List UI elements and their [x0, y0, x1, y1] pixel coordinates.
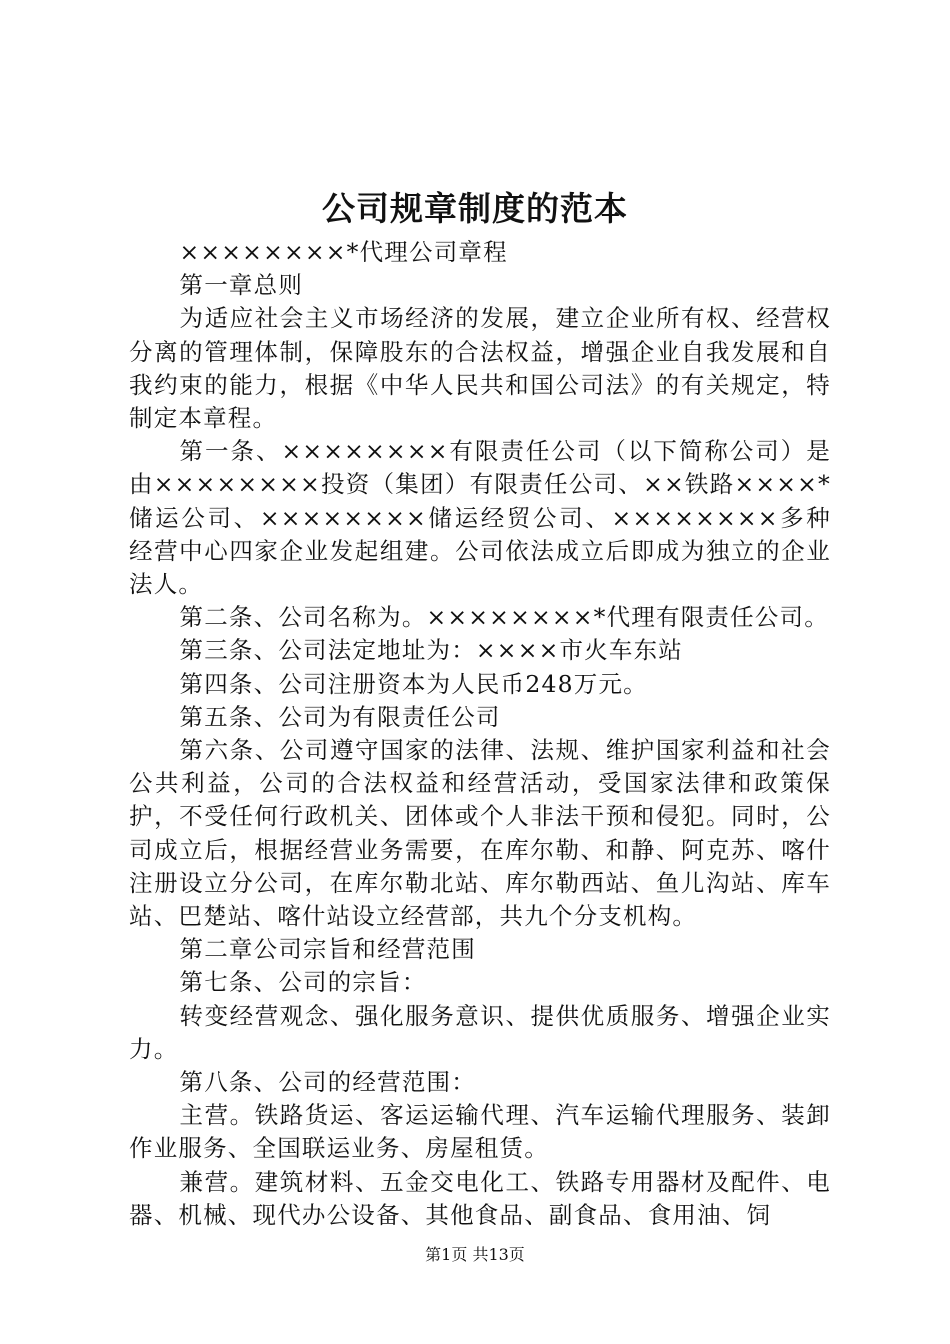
paragraph-company-charter: ××××××××*代理公司章程 [179, 238, 508, 266]
page-footer: 第1页 共13页 [425, 1245, 525, 1264]
paragraph-main-business: 主营。铁路货运、客运运输代理、汽车运输代理服务、装卸作业服务、全国联运业务、房屋租赁。 [129, 1101, 831, 1163]
paragraph-chapter-1: 第一章总则 [179, 271, 304, 300]
paragraph-tenet: 转变经营观念、强化服务意识、提供优质服务、增强企业实力。 [129, 1001, 831, 1063]
paragraph-article-3: 第三条、公司法定地址为：××××市火车东站 [179, 636, 683, 665]
paragraph-side-business: 兼营。建筑材料、五金交电化工、铁路专用器材及配件、电器、机械、现代办公设备、其他食品、副食品、食用油、饲 [129, 1167, 831, 1229]
paragraph-purpose: 为适应社会主义市场经济的发展，建立企业所有权、经营权分离的管理体制，保障股东的合法权益，增强企业自我发展和自我约束的能力，根据《中华人民共和国公司法》的有关规定，特制定本章程。 [129, 304, 831, 433]
paragraph-article-4: 第四条、公司注册资本为人民币248万元。 [179, 669, 648, 698]
paragraph-article-1: 第一条、××××××××有限责任公司（以下简称公司）是由××××××××投资（集团）有限责任公司、××铁路××××*储运公司、××××××××储运经贸公司、××××××××多种经营中心四家企业发起组建。公司依法成立后即成为独立的企业法人。 [129, 437, 831, 599]
paragraph-article-6: 第六条、公司遵守国家的法律、法规、维护国家利益和社会公共利益，公司的合法权益和经营活动，受国家法律和政策保护，不受任何行政机关、团体或个人非法干预和侵犯。同时，公司成立后，根据经营业务需要，在库尔勒、和静、阿克苏、喀什注册设立分公司，在库尔勒北站、库尔勒西站、鱼儿沟站、库车站、巴楚站、喀什站设立经营部，共九个分支机构。 [129, 736, 831, 931]
paragraph-article-7: 第七条、公司的宗旨： [179, 968, 427, 997]
document-title: 公司规章制度的范本 [322, 189, 628, 228]
paragraph-article-8: 第八条、公司的经营范围： [179, 1068, 476, 1097]
document-body [129, 236, 831, 1232]
paragraph-chapter-2: 第二章公司宗旨和经营范围 [179, 935, 476, 964]
paragraph-article-2: 第二条、公司名称为。××××××××*代理有限责任公司。 [179, 603, 829, 632]
paragraph-article-5: 第五条、公司为有限责任公司 [179, 702, 501, 731]
